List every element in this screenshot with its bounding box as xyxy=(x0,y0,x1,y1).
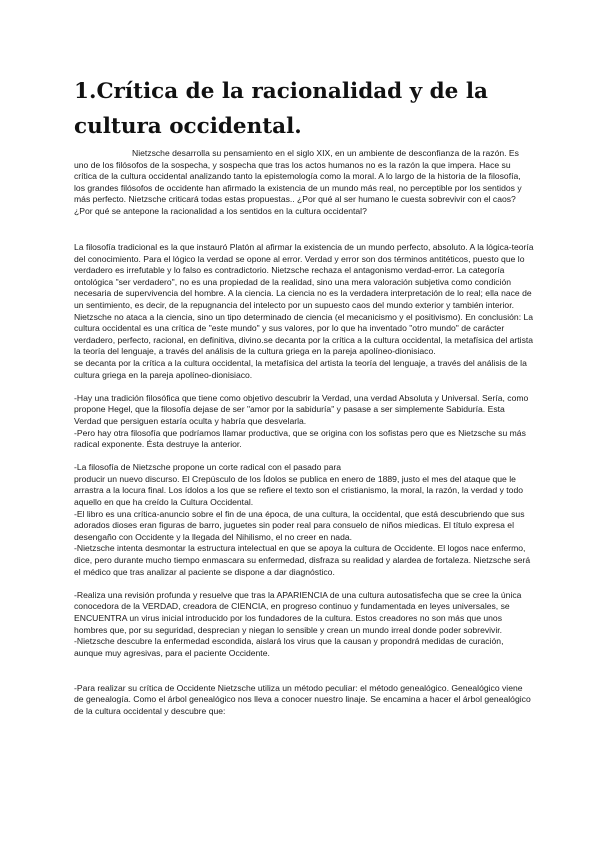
spacer xyxy=(74,381,534,393)
spacer xyxy=(74,671,534,683)
paragraph-tradition-repeat: se decanta por la crítica a la cultura occidental, la metafísica del artista la teoría del lenguaje, a través del análisis de la cultura griega en la pareja apolíneo-dionisiaco. xyxy=(74,357,527,380)
intro-paragraph: Nietzsche desarrolla su pensamiento en el siglo XIX, en un ambiente de desconfianza de la razón. Es uno de los filósofos de la sospecha, y sospecha que tras los actos humanos no es la razón la que impera. Hace su crítica de la cultura occidental analizando tanto la epistemología como la moral. A lo largo de la historia de la filosofía, los grandes filósofos de occidente han afirmado la existencia de un mundo más real, no perceptible por los sentidos y más perfecto. Nietzsche criticará todas estas propuestas.. ¿Por qué al ser humano le cuesta sobrevivir con el caos? ¿Por qué se antepone la racionalidad a los sentidos en la cultura occidental? xyxy=(74,148,522,216)
paragraph-libro: -El libro es una crítica-anuncio sobre el fin de una época, de una cultura, la occidental, que está descubriendo que sus adorados dioses eran figuras de barro, juguetes sin poder real para consuelo de niños miedicas. El título expresa el desengaño con Occidente y la llegada del Nihilismo, el no creer en nada. xyxy=(74,508,525,542)
spacer xyxy=(74,578,534,590)
paragraph-verdad: -Hay una tradición filosófica que tiene como objetivo descubrir la Verdad, una verdad Absoluta y Universal. Sería, como propone Hegel, que la filosofía dejase de ser "amor por la sabiduría" y pasase a ser simplemente Sabiduría. Esta Verdad que persiguen estaría oculta y habría que desvelarla. xyxy=(74,392,529,426)
paragraph-enfermedad: -Nietzsche descubre la enfermedad escondida, aislará los virus que la causan y propondrá medidas de curación, aunque muy agresivas, para el paciente Occidente. xyxy=(74,636,504,658)
intro-block xyxy=(74,148,534,218)
document-title: 1.Crítica de la racionalidad y de la cultura occidental. xyxy=(74,79,488,139)
spacer xyxy=(74,451,534,463)
paragraph-crepusculo: producir un nuevo discurso. El Crepúsculo de los Ídolos se publica en enero de 1889, justo el mes del ataque que le arrastra a la locura final. Los ídolos a los que se refiere el texto son el cristianismo, la moral, la razón, la verdad y todo aquello en que ha creído la Cultura Occidental. xyxy=(74,473,524,508)
paragraph-tradition: La filosofía tradicional es la que instauró Platón al afirmar la existencia de un mundo perfecto, absoluto. A la lógica-teoría del conocimiento. Para el lógico la verdad se opone al error. Verdad y error son dos términos antitéticos, puesto que lo verdadero es irrefutable y lo falso es contradictorio. Nietzsche rechaza el antagonismo verdad-error. La categoría ontológica "ser verdadero", no es una propiedad de la realidad, sino una mera valoración subjetiva como condición necesaria de supervivencia del hombre. A la ciencia. La ciencia no es la verdadera interpretación de lo real; ella nace de un sentimiento, es decir, de la repugnancia del intelecto por un supuesto caos del mundo exterior y también interior. Nietzsche no ataca a la ciencia, sino un tipo determinado de ciencia (el mecanicismo y el positivismo). En conclusión: La cultura occidental es una crítica de "este mundo" y sus valores, por lo que ha inventado "otro mundo" de carácter verdadero, perfecto, racional, en definitiva, divino.se decanta por la crítica a la cultura occidental, la metafísica del artista la teoría del lenguaje, a través del análisis de la cultura griega en la pareja apolíneo-dionisiaco. xyxy=(74,242,534,357)
paragraph-metodo: -Para realizar su crítica de Occidente Nietzsche utiliza un método peculiar: el método genealógico. Genealógico viene de genealogía. Como el árbol genealógico nos lleva a conocer nuestro linaje. Se encamina a hacer el árbol genealógico de la cultura occidental y descubre que: xyxy=(74,682,531,716)
paragraph-logos: -Nietzsche intenta desmontar la estructura intelectual en que se apoya la cultura de Occidente. El logos nace enfermo, dice, pero durante mucho tiempo enmascara su enfermedad, disfraza su realidad y alardea de fortaleza. Nietzsche será el médico que tras analizar al paciente se dispone a dar diagnóstico. xyxy=(74,543,531,577)
paragraph-revision: -Realiza una revisión profunda y resuelve que tras la APARIENCIA de una cultura autosatisfecha que se cree la única conocedora de la VERDAD, creadora de CIENCIA, en progreso continuo y fundamentada en leyes universales, se ENCUENTRA un virus inicial introducido por los fundadores de la cultura. Estos creadores no son más que unos hombres que, por su seguridad, desprecian y niegan lo sensible y crean un mundo irreal donde poder sobrevivir. xyxy=(74,589,522,635)
spacer xyxy=(74,659,534,671)
content-block xyxy=(74,242,534,717)
paragraph-corte: -La filosofía de Nietzsche propone un corte radical con el pasado para xyxy=(74,462,342,473)
paragraph-productiva: -Pero hay otra filosofía que podríamos llamar productiva, que se origina con los sofistas pero que es Nietzsche su más radical exponente. Ésta destruye la anterior. xyxy=(74,427,526,450)
